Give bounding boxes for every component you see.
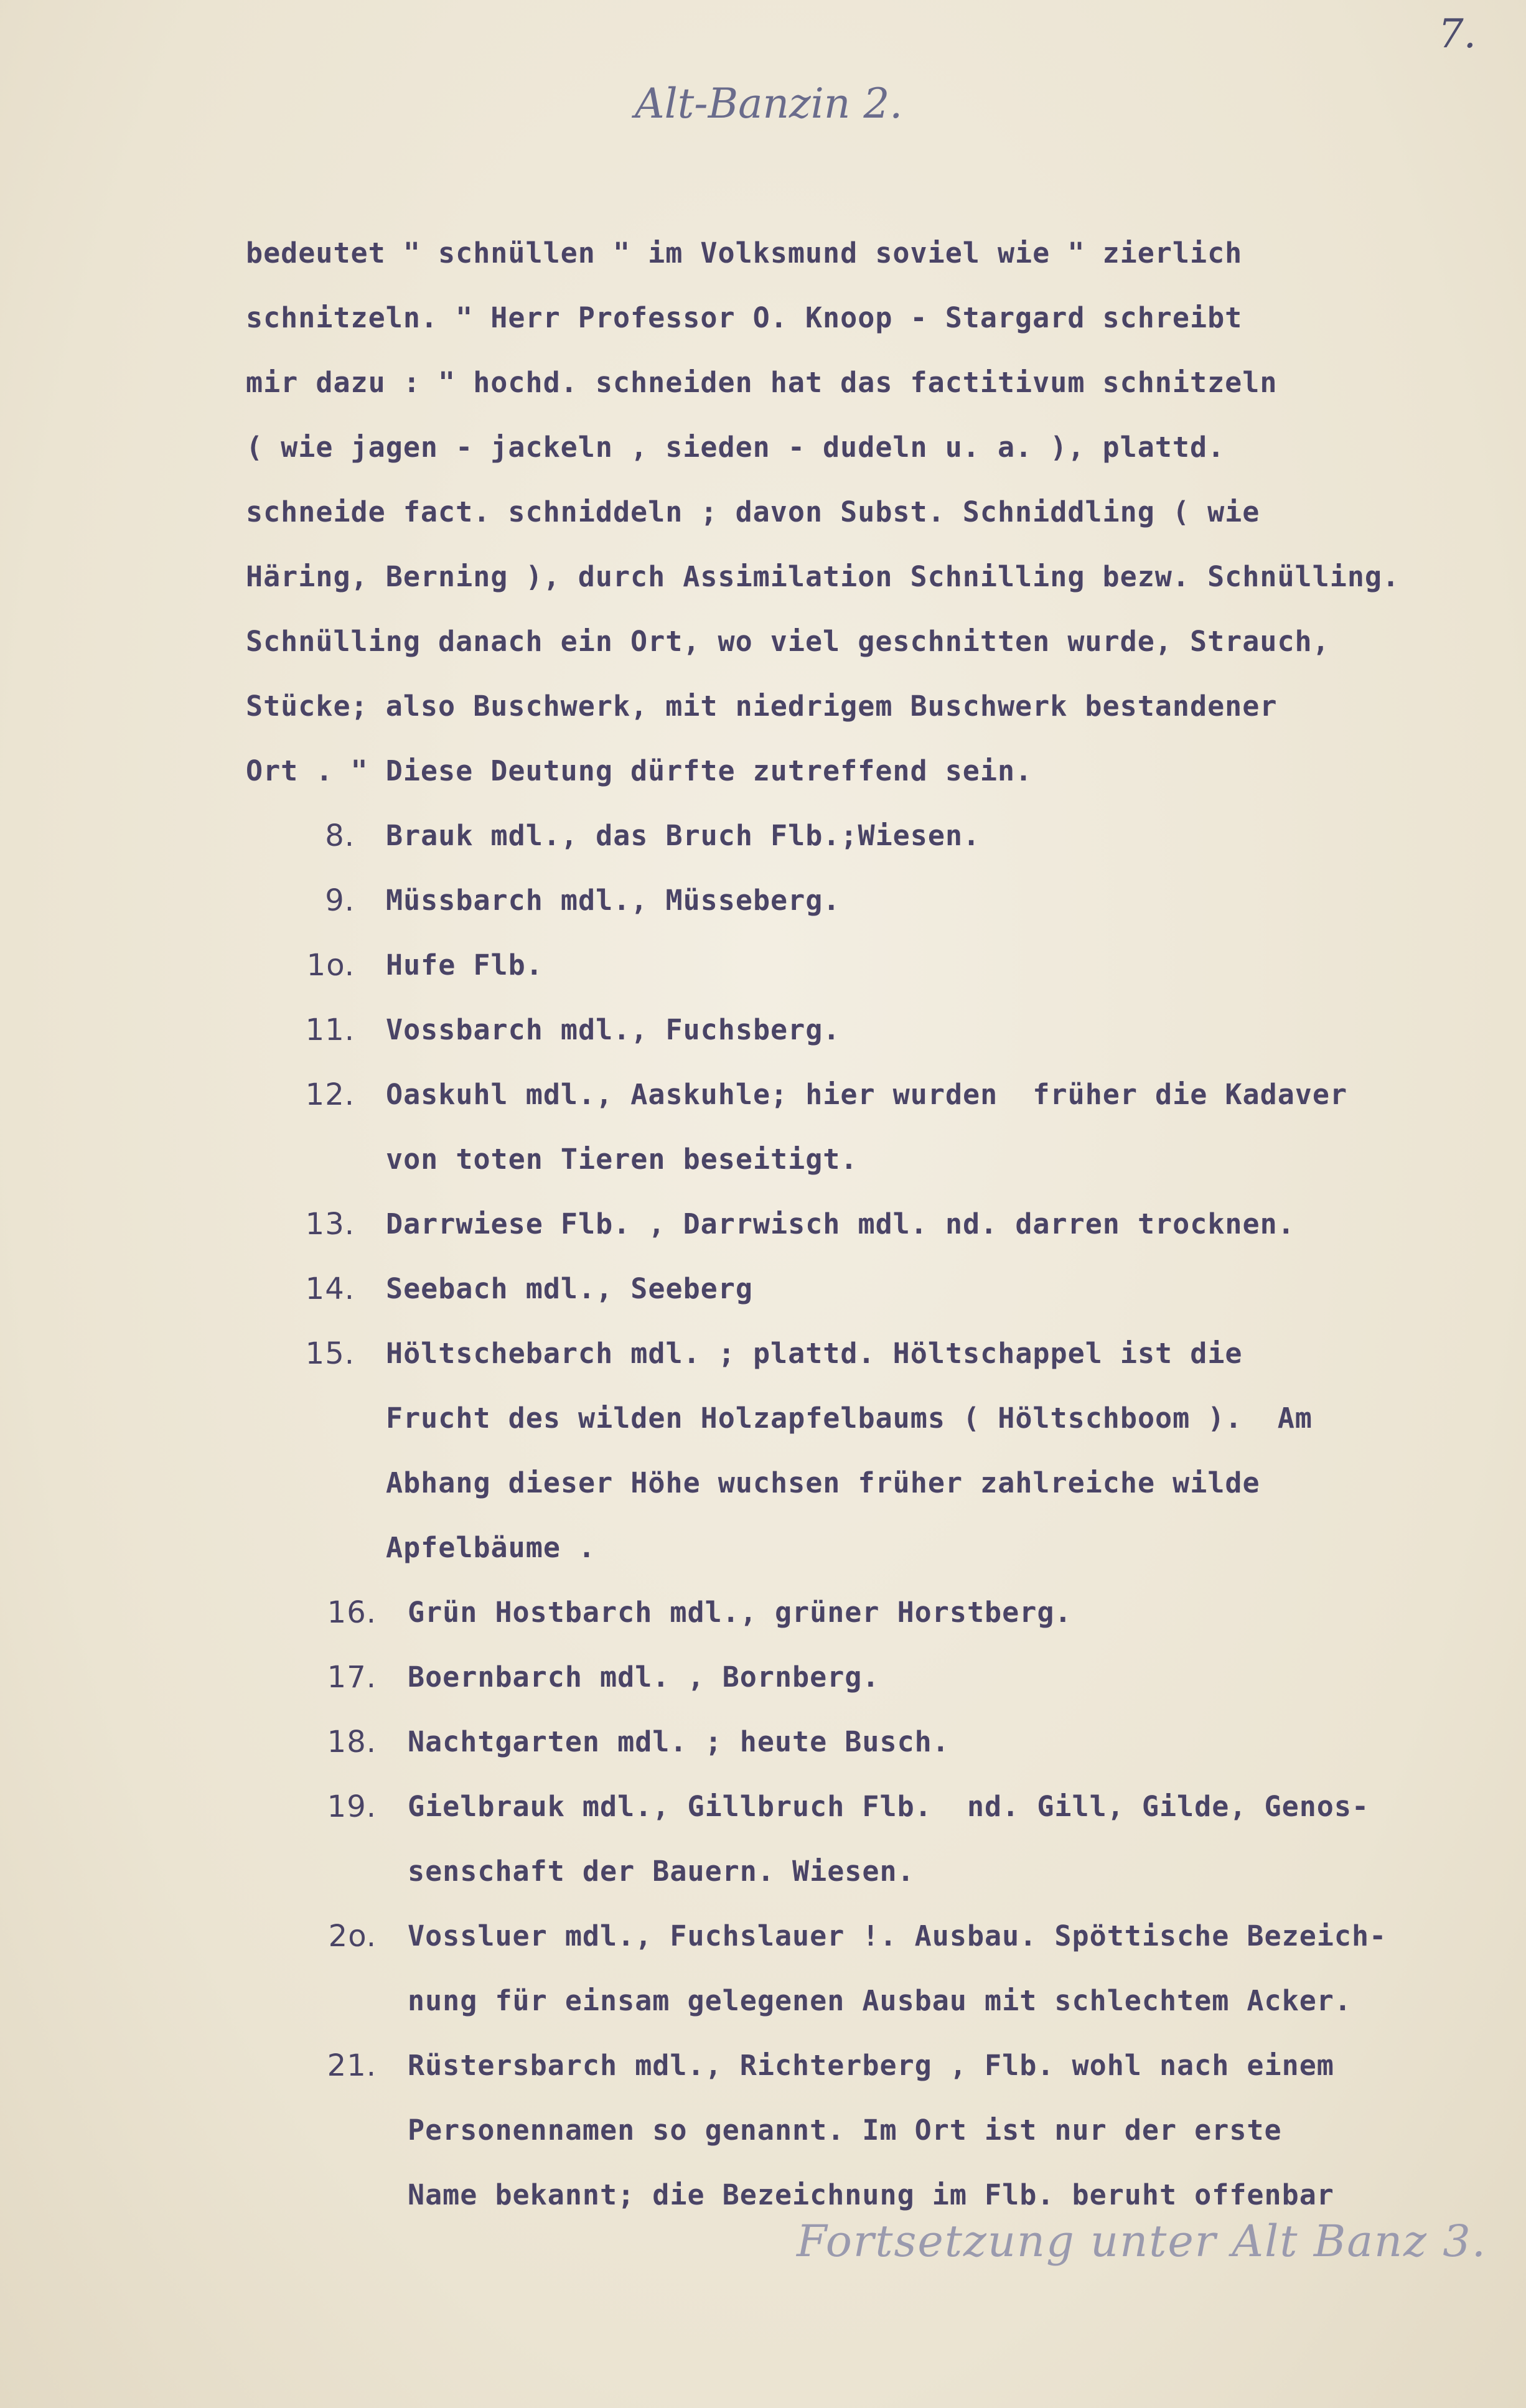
item-number: 12. (305, 1077, 355, 1112)
item-text-line: Müssbarch mdl., Müsseberg. (386, 884, 841, 917)
list-item (246, 1580, 1466, 1645)
text-line: bedeutet " schnüllen " im Volksmund soviel wie " zierlich (246, 237, 1243, 269)
item-number: 19. (327, 1789, 377, 1824)
item-text-line: Oaskuhl mdl., Aaskuhle; hier wurden früher die Kadaver (386, 1078, 1348, 1111)
item-text-line: Nachtgarten mdl. ; heute Busch. (408, 1725, 950, 1758)
item-text-line: Darrwiese Flb. , Darrwisch mdl. nd. darren trocknen. (386, 1207, 1295, 1240)
item-text-line: Name bekannt; die Bezeichnung im Flb. beruht offenbar (408, 2178, 1334, 2211)
item-text-line: Grün Hostbarch mdl., grüner Horstberg. (408, 1596, 1072, 1629)
item-number: 2o. (328, 1919, 377, 1954)
item-number: 16. (327, 1595, 377, 1630)
item-number: 17. (327, 1660, 377, 1695)
list-item (246, 998, 1466, 1062)
item-text-line: Rüstersbarch mdl., Richterberg , Flb. wohl nach einem (408, 2049, 1334, 2082)
item-text-line: Gielbrauk mdl., Gillbruch Flb. nd. Gill, Gilde, Genos- (408, 1790, 1370, 1823)
text-line: schneide fact. schniddeln ; davon Subst. Schniddling ( wie (246, 495, 1260, 528)
item-number: 1o. (306, 948, 355, 983)
item-text-line: Boernbarch mdl. , Bornberg. (408, 1661, 880, 1694)
entry-list (246, 803, 1466, 2228)
list-item (246, 1192, 1466, 1257)
item-number: 18. (327, 1725, 377, 1759)
item-text-line: Frucht des wilden Holzapfelbaums ( Höltschboom ). Am (386, 1402, 1313, 1435)
list-item (246, 1645, 1466, 1710)
text-line: mir dazu : " hochd. schneiden hat das factitivum schnitzeln (246, 366, 1278, 399)
item-text-line: Hufe Flb. (386, 949, 543, 981)
list-item (246, 933, 1466, 998)
item-text-line: Brauk mdl., das Bruch Flb.;Wiesen. (386, 819, 981, 852)
text-line: Ort . " Diese Deutung dürfte zutreffend sein. (246, 754, 1033, 787)
item-number: 9. (325, 883, 355, 918)
item-number: 15. (305, 1336, 355, 1371)
list-item (246, 803, 1466, 868)
item-number: 8. (325, 818, 355, 853)
item-text-line: Vossbarch mdl., Fuchsberg. (386, 1013, 841, 1046)
text-line: ( wie jagen - jackeln , sieden - dudeln u. a. ), plattd. (246, 431, 1225, 464)
list-item (246, 1321, 1466, 1580)
list-item (246, 1710, 1466, 1774)
text-line: Stücke; also Buschwerk, mit niedrigem Buschwerk bestandener (246, 690, 1278, 723)
list-item (246, 1904, 1466, 2033)
handwritten-footer: Fortsetzung unter Alt Banz 3. (797, 2216, 1487, 2267)
list-item (246, 868, 1466, 933)
text-line: Schnülling danach ein Ort, wo viel geschnitten wurde, Strauch, (246, 625, 1330, 658)
text-line: Häring, Berning ), durch Assimilation Schnilling bezw. Schnülling. (246, 560, 1400, 593)
item-text-line: Seebach mdl., Seeberg (386, 1272, 753, 1305)
page-number: 7. (1438, 11, 1476, 57)
item-text-line: Abhang dieser Höhe wuchsen früher zahlreiche wilde (386, 1466, 1260, 1499)
item-text-line: senschaft der Bauern. Wiesen. (408, 1855, 915, 1888)
item-text-line: Personennamen so genannt. Im Ort ist nur der erste (408, 2114, 1282, 2147)
list-item (246, 1774, 1466, 1904)
item-text-line: Apfelbäume . (386, 1531, 596, 1564)
list-item (246, 1062, 1466, 1192)
item-number: 11. (305, 1013, 355, 1047)
item-text-line: nung für einsam gelegenen Ausbau mit schlechtem Acker. (408, 1984, 1352, 2017)
item-number: 13. (305, 1207, 355, 1242)
item-text-line: von toten Tieren beseitigt. (386, 1143, 858, 1176)
item-number: 21. (327, 2048, 377, 2083)
item-text-line: Vossluer mdl., Fuchslauer !. Ausbau. Spöttische Bezeich- (408, 1919, 1387, 1952)
intro-paragraph (246, 221, 1466, 803)
list-item (246, 2033, 1466, 2228)
text-line: schnitzeln. " Herr Professor O. Knoop - Stargard schreibt (246, 301, 1243, 334)
handwritten-header: Alt-Banzin 2. (635, 80, 903, 128)
typed-text (246, 221, 1466, 2228)
list-item (246, 1257, 1466, 1321)
item-text-line: Höltschebarch mdl. ; plattd. Höltschappel ist die (386, 1337, 1243, 1370)
item-number: 14. (305, 1272, 355, 1306)
